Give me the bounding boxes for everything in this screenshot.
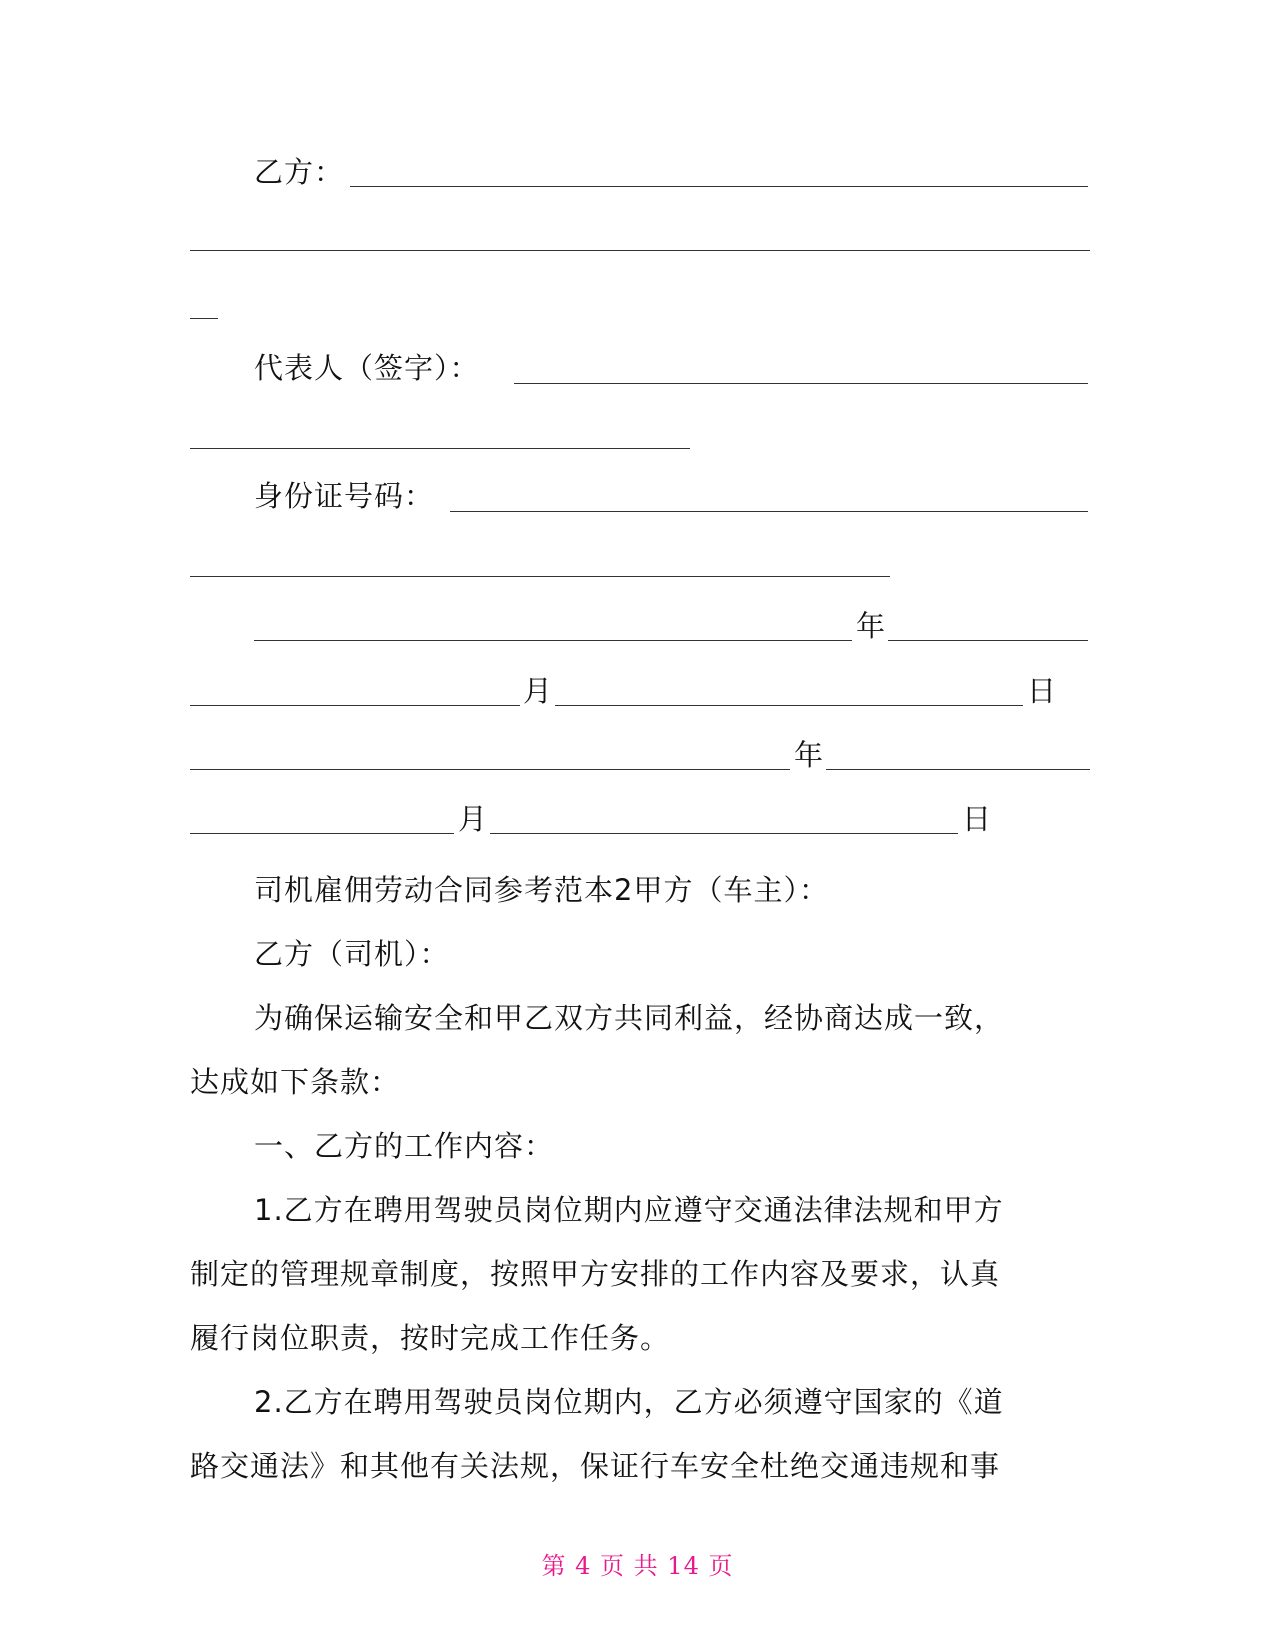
section-heading-work-content: 一、乙方的工作内容： (254, 1129, 555, 1163)
date-1-month-blank-a (888, 640, 1088, 641)
clause-2-line-2: 路交通法》和其他有关法规，保证行车安全杜绝交通违规和事 (190, 1449, 1001, 1483)
date-2-day-label: 日 (962, 802, 993, 836)
preamble-line-1: 为确保运输安全和甲乙双方共同利益，经协商达成一致， (254, 1001, 1005, 1035)
date-2-day-blank (490, 833, 958, 834)
date-2-month-blank-a (826, 769, 1090, 770)
id-number-blank-line-1 (450, 511, 1088, 512)
date-1-month-label: 月 (523, 674, 554, 708)
date-1-day-label: 日 (1027, 674, 1058, 708)
party-b-blank-line-2 (190, 250, 1090, 251)
party-b-blank-line-3 (190, 318, 218, 319)
date-1-year-label: 年 (856, 609, 887, 643)
date-2-year-label: 年 (794, 738, 825, 772)
clause-2-line-1: 2.乙方在聘用驾驶员岗位期内，乙方必须遵守国家的《道 (254, 1385, 1004, 1419)
representative-signature-label: 代表人（签字）： (254, 351, 480, 385)
preamble-line-2: 达成如下条款： (190, 1065, 401, 1099)
party-b-label: 乙方： (254, 155, 345, 189)
page-number: 第 4 页 共 14 页 (541, 1552, 734, 1580)
representative-blank-line-2 (190, 448, 690, 449)
date-1-month-blank-b (190, 705, 520, 706)
date-2-year-blank (190, 769, 790, 770)
id-number-label: 身份证号码： (254, 479, 435, 513)
date-1-year-blank (254, 640, 852, 641)
clause-1-line-2: 制定的管理规章制度，按照甲方安排的工作内容及要求，认真 (190, 1257, 1001, 1291)
party-b-driver: 乙方（司机）： (254, 937, 450, 971)
clause-1-line-1: 1.乙方在聘用驾驶员岗位期内应遵守交通法律法规和甲方 (254, 1193, 1004, 1227)
clause-1-line-3: 履行岗位职责，按时完成工作任务。 (190, 1321, 671, 1355)
representative-blank-line-1 (514, 383, 1088, 384)
contract-title-party-a: 司机雇佣劳动合同参考范本2甲方（车主）： (254, 873, 829, 907)
party-b-blank-line-1 (350, 186, 1088, 187)
date-1-day-blank (555, 705, 1023, 706)
id-number-blank-line-2 (190, 576, 890, 577)
date-2-month-blank-b (190, 833, 454, 834)
date-2-month-label: 月 (458, 802, 489, 836)
